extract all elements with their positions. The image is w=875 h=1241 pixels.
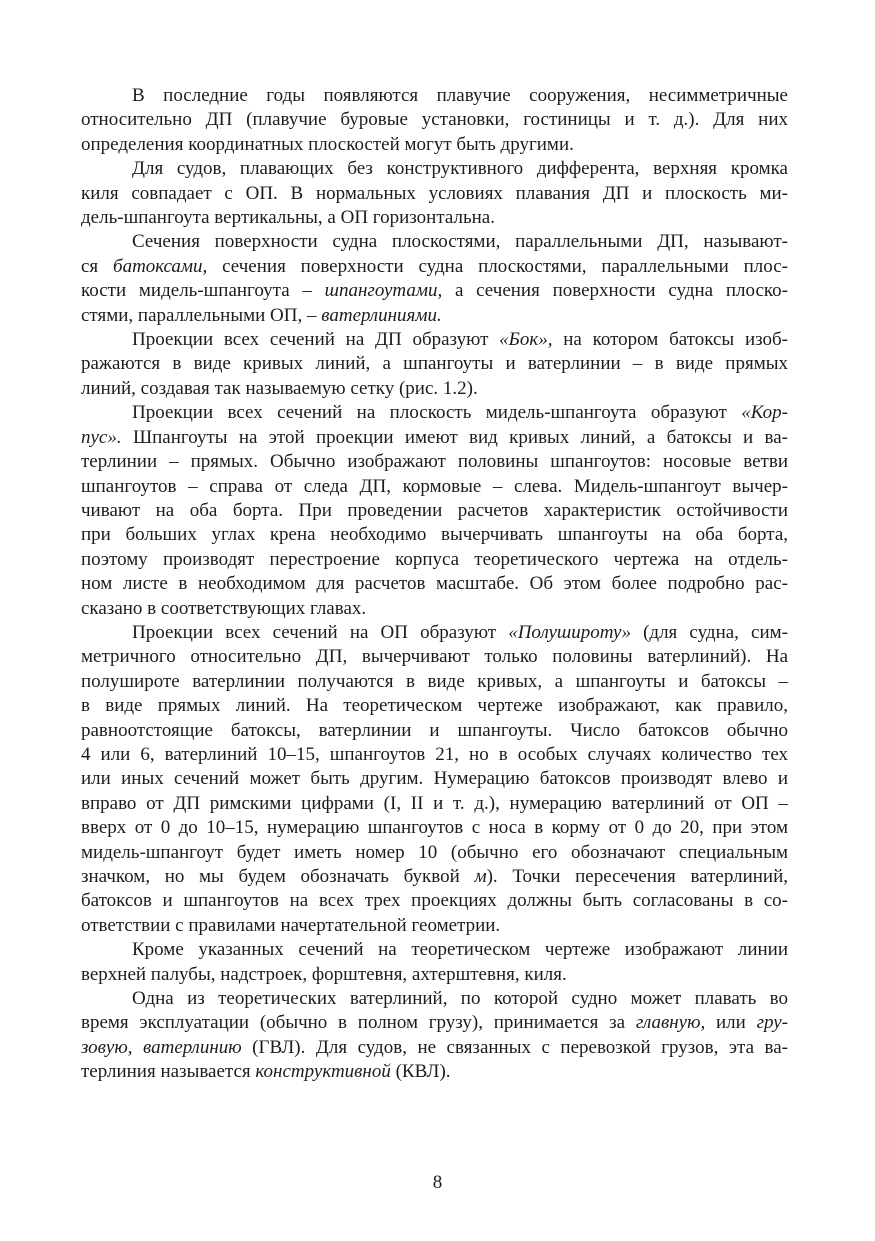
text-run: 4 или 6, ватерлиний 10–15, шпангоутов 21, но в особых случаях количество тех — [81, 743, 788, 765]
document-body — [81, 84, 788, 1085]
text-line — [81, 352, 788, 376]
text-line — [81, 255, 788, 279]
text-run: или иных сечений может быть другим. Нумерацию батоксов производят влево и — [81, 768, 788, 790]
paragraph — [81, 328, 788, 401]
italic-text-run: «Полушироту» — [508, 621, 631, 643]
text-run: вправо от ДП римскими цифрами (I, II и т. д.), нумерацию ватерлиний от ОП – — [81, 792, 788, 814]
text-line — [81, 1036, 788, 1060]
text-line — [81, 865, 788, 889]
paragraph — [81, 401, 788, 621]
paragraph — [81, 987, 788, 1085]
text-run: ном листе в необходимом для расчетов масштабе. Об этом более подробно рас- — [81, 573, 788, 595]
text-run: линий, создавая так называемую сетку (рис. 1.2). — [81, 377, 478, 399]
text-line — [81, 157, 788, 181]
paragraph — [81, 157, 788, 230]
text-line — [81, 108, 788, 132]
text-run: вверх от 0 до 10–15, нумерацию шпангоутов с носа в корму от 0 до 20, при этом — [81, 817, 788, 839]
text-run: на котором батоксы изоб- — [552, 329, 788, 351]
text-line — [81, 401, 788, 425]
text-line — [81, 1011, 788, 1035]
text-run: метричного относительно ДП, вычерчивают только половины ватерлиний). На — [81, 646, 788, 668]
text-line — [81, 987, 788, 1011]
text-run: Кроме указанных сечений на теоретическом чертеже изображают линии — [132, 939, 788, 961]
text-line — [81, 963, 788, 987]
text-line — [81, 914, 788, 938]
text-run: ся — [81, 255, 114, 277]
paragraph — [81, 230, 788, 328]
text-line — [81, 719, 788, 743]
text-run: Проекции всех сечений на плоскость мидель-шпангоута образуют — [132, 402, 742, 424]
text-run: мидель-шпангоут будет иметь номер 10 (обычно его обозначают специальным — [81, 841, 788, 863]
text-line — [81, 328, 788, 352]
text-line — [81, 767, 788, 791]
text-line — [81, 841, 788, 865]
text-run: терлиния называется — [81, 1061, 256, 1083]
text-line — [81, 1060, 788, 1084]
text-run: (КВЛ). — [390, 1061, 451, 1083]
italic-text-run: главную, — [635, 1012, 706, 1034]
text-run: ответствии с правилами начертательной геометрии. — [81, 914, 501, 936]
italic-text-run: ватерлиниями. — [321, 304, 442, 326]
text-run: или — [705, 1012, 757, 1034]
text-line — [81, 84, 788, 108]
text-line — [81, 133, 788, 157]
text-run: шпангоутов – справа от следа ДП, кормовые – слева. Мидель-шпангоут вычер- — [81, 475, 788, 497]
text-line — [81, 426, 788, 450]
paragraph — [81, 621, 788, 938]
text-run: стями, параллельными ОП, – — [81, 304, 322, 326]
text-run: Одна из теоретических ватерлиний, по которой судно может плавать во — [132, 988, 788, 1010]
text-run: Проекции всех сечений на ДП образуют — [132, 329, 500, 351]
text-line — [81, 230, 788, 254]
text-run: терлинии – прямых. Обычно изображают половины шпангоутов: носовые ветви — [81, 451, 788, 473]
text-run: полушироте ватерлинии получаются в виде кривых, а шпангоуты и батоксы – — [81, 670, 788, 692]
text-run: равноотстоящие батоксы, ватерлинии и шпангоуты. Число батоксов обычно — [81, 719, 788, 741]
text-run: в виде прямых линий. На теоретическом чертеже изображают, как правило, — [81, 695, 788, 717]
text-run: чивают на оба борта. При проведении расчетов характеристик остойчивости — [81, 499, 788, 521]
paragraph — [81, 84, 788, 157]
text-run: верхней палубы, надстроек, форштевня, ахтерштевня, киля. — [81, 963, 567, 985]
text-run: относительно ДП (плавучие буровые установки, гостиницы и т. д.). Для них — [81, 109, 788, 131]
text-run: ражаются в виде кривых линий, а шпангоуты и ватерлинии – в виде прямых — [81, 353, 788, 375]
text-run: Для судов, плавающих без конструктивного дифферента, верхняя кромка — [132, 158, 788, 180]
text-line — [81, 304, 788, 328]
text-run: Проекции всех сечений на ОП образуют — [132, 621, 509, 643]
text-line — [81, 279, 788, 303]
italic-text-run: «Бок», — [499, 329, 553, 351]
italic-text-run: зовую, ватерлинию — [81, 1036, 242, 1058]
text-run: (ГВЛ). Для судов, не связанных с перевозкой грузов, эта ва- — [241, 1036, 788, 1058]
text-line — [81, 597, 788, 621]
text-line — [81, 889, 788, 913]
text-line — [81, 743, 788, 767]
text-run: сказано в соответствующих главах. — [81, 597, 367, 619]
text-line — [81, 572, 788, 596]
text-line — [81, 206, 788, 230]
text-line — [81, 792, 788, 816]
text-run: Сечения поверхности судна плоскостями, параллельными ДП, называют- — [132, 231, 788, 253]
text-line — [81, 816, 788, 840]
text-run: Шпангоуты на этой проекции имеют вид кривых линий, а батоксы и ва- — [121, 426, 788, 448]
italic-text-run: гру- — [756, 1012, 789, 1034]
text-line — [81, 621, 788, 645]
text-run: сечения поверхности судна плоскостями, параллельными плос- — [207, 255, 788, 277]
text-run: при больших углах крена необходимо вычерчивать шпангоуты на оба борта, — [81, 524, 788, 546]
text-run: определения координатных плоскостей могут быть другими. — [81, 133, 574, 155]
text-run: кости мидель-шпангоута – — [81, 280, 325, 302]
text-line — [81, 523, 788, 547]
italic-text-run: м — [474, 866, 487, 887]
text-line — [81, 499, 788, 523]
text-run: ). Точки пересечения ватерлиний, — [486, 866, 788, 887]
text-run: В последние годы появляются плавучие сооружения, несимметричные — [132, 85, 788, 106]
text-run: поэтому производят перестроение корпуса теоретического чертежа на отдель- — [81, 548, 788, 570]
italic-text-run: шпангоутами, — [324, 280, 443, 302]
text-line — [81, 182, 788, 206]
text-line — [81, 377, 788, 401]
text-run: дель-шпангоута вертикальны, а ОП горизонтальна. — [81, 207, 495, 229]
text-run: а сечения поверхности судна плоско- — [442, 280, 789, 302]
text-line — [81, 645, 788, 669]
text-run: батоксов и шпангоутов на всех трех проекциях должны быть согласованы в со- — [81, 890, 788, 912]
text-line — [81, 694, 788, 718]
italic-text-run: конструктивной — [255, 1061, 391, 1083]
text-line — [81, 450, 788, 474]
text-run: время эксплуатации (обычно в полном грузу), принимается за — [81, 1012, 636, 1034]
paragraph — [81, 938, 788, 987]
text-line — [81, 548, 788, 572]
page-number: 8 — [432, 1172, 443, 1193]
text-line — [81, 670, 788, 694]
text-run: (для судна, сим- — [630, 621, 788, 643]
text-run: киля совпадает с ОП. В нормальных условиях плавания ДП и плоскость ми- — [81, 182, 788, 204]
text-line — [81, 475, 788, 499]
italic-text-run: батоксами, — [113, 255, 208, 277]
italic-text-run: пус». — [81, 426, 122, 448]
text-line — [81, 938, 788, 962]
text-run: значком, но мы будем обозначать буквой — [81, 866, 475, 887]
italic-text-run: «Кор- — [741, 402, 788, 424]
